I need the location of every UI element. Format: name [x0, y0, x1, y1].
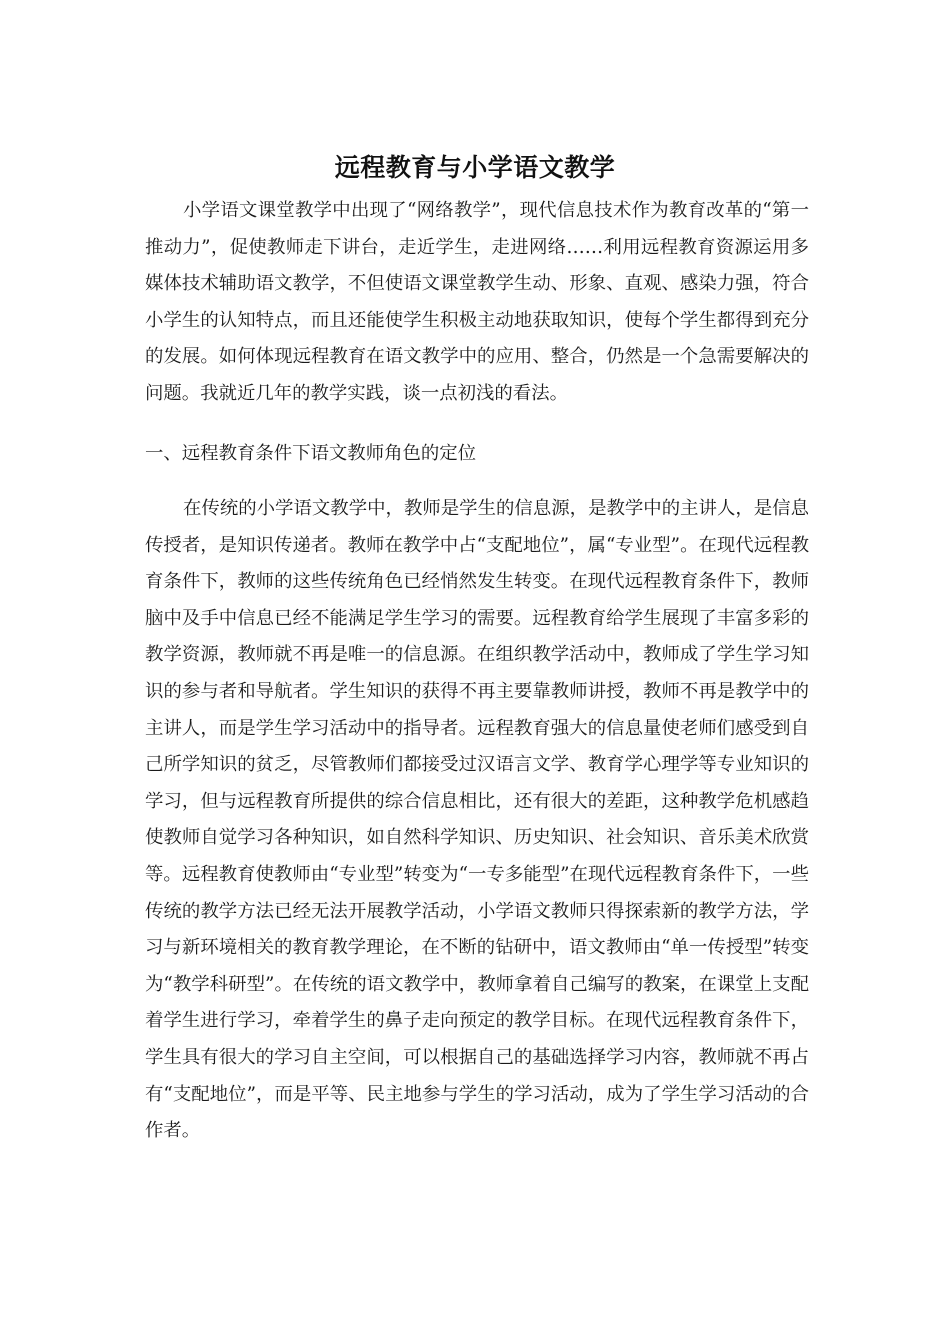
document-title: 远程教育与小学语文教学: [334, 152, 616, 182]
section-body-paragraph: 在传统的小学语文教学中，教师是学生的信息源，是教学中的主讲人，是信息传授者，是知识传递者。教师在教学中占“支配地位”，属“专业型”。在现代远程教育条件下，教师的这些传统角色已经悄然发生转变。在现代远程教育条件下，教师脑中及手中信息已经不能满足学生学习的需要。远程教育给学生展现了丰富多彩的教学资源，教师就不再是唯一的信息源。在组织教学活动中，教师成了学生学习知识的参与者和导航者。学生知识的获得不再主要靠教师讲授，教师不再是教学中的主讲人，而是学生学习活动中的指导者。远程教育强大的信息量使老师们感受到自己所学知识的贫乏，尽管教师们都接受过汉语言文学、教育学心理学等专业知识的学习，但与远程教育所提供的综合信息相比，还有很大的差距，这种教学危机感趋使教师自觉学习各种知识，如自然科学知识、历史知识、社会知识、音乐美术欣赏等。远程教育使教师由“专业型”转变为“一专多能型”在现代远程教育条件下，一些传统的教学方法已经无法开展教学活动，小学语文教师只得探索新的教学方法，学习与新环境相关的教育教学理论，在不断的钻研中，语文教师由“单一传授型”转变为“教学科研型”。在传统的语文教学中，教师拿着自己编写的教案，在课堂上支配着学生进行学习，牵着学生的鼻子走向预定的教学目标。在现代远程教育条件下，学生具有很大的学习自主空间，可以根据自己的基础选择学习内容，教师就不再占有“支配地位”，而是平等、民主地参与学生的学习活动，成为了学生学习活动的合作者。: [145, 498, 809, 1142]
section-heading: 一、远程教育条件下语文教师角色的定位: [145, 443, 477, 464]
intro-paragraph: 小学语文课堂教学中出现了“网络教学”，现代信息技术作为教育改革的“第一推动力”，促使教师走下讲台，走近学生，走进网络……利用远程教育资源运用多媒体技术辅助语文教学，不但使语文课堂教学生动、形象、直观、感染力强，符合小学生的认知特点，而且还能使学生积极主动地获取知识，使每个学生都得到充分的发展。如何体现远程教育在语文教学中的应用、整合，仍然是一个急需要解决的问题。我就近几年的教学实践，谈一点初浅的看法。: [145, 200, 809, 404]
